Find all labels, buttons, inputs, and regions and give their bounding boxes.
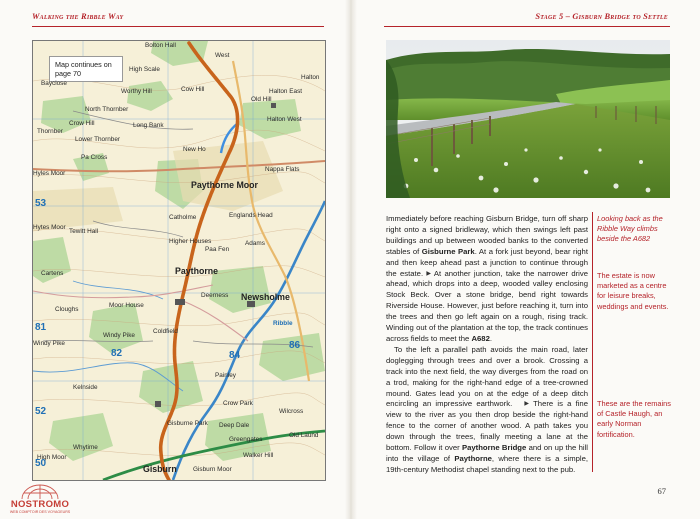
map-label: West — [215, 52, 230, 59]
header-rule-right — [384, 26, 670, 27]
page-number: 67 — [657, 486, 666, 496]
map-label: Wilcross — [279, 408, 304, 415]
map-label: Pa Cross — [81, 154, 108, 161]
text-run: At another junction, take the narrower drive ahead, which drops into a deep, wooded valley enclosing Stock Beck. Over a stone bridge, bend right towards Riverside House. However, just before reaching it, turn into the trees and then go left again on a rough, rising track. Winding out of the plantation at the top, the track continues across fields to meet the — [386, 268, 588, 343]
map-label: Catholme — [169, 214, 197, 221]
map-label: Worthy Hill — [121, 88, 152, 95]
map-grid-number: 84 — [229, 350, 241, 361]
nostromo-watermark — [4, 482, 76, 516]
map-label: High Scale — [129, 66, 160, 73]
text-run: . — [489, 333, 492, 343]
route-map — [32, 40, 326, 481]
header-rule-left — [32, 26, 324, 27]
map-label: North Thornber — [85, 106, 129, 113]
direction-arrow-icon: ▶ — [524, 401, 530, 408]
map-label: Adams — [245, 240, 265, 247]
map-label: New Ho — [183, 146, 206, 153]
book-gutter — [345, 0, 357, 519]
map-label: Hyles Moor — [33, 170, 66, 177]
map-label: Walker Hill — [243, 452, 274, 459]
map-label: Halton East — [269, 88, 303, 95]
map-grid-number: 82 — [111, 348, 123, 359]
map-label: Cow Hill — [181, 86, 205, 93]
map-label: Halton West — [267, 116, 302, 123]
map-label-major: Newsholme — [241, 292, 290, 302]
text-run: There is a fine view to the river as you then drop beside the right-hand fence to the corner of another wood. A path takes you down through the trees, finally meeting a lane at the bottom. Follow it over — [386, 399, 588, 453]
margin-note: The estate is now marketed as a centre for leisure breaks, weddings and events. — [597, 271, 669, 311]
map-grid-number: 52 — [35, 406, 47, 417]
margin-note: These are the remains of Castle Haugh, an early Norman fortification. — [597, 399, 671, 439]
map-label: Bolton Hall — [145, 42, 176, 49]
map-label: Old Hill — [251, 96, 272, 103]
text-run: , where there is a simple, 19th-century Methodist chapel standing next to the pub. — [386, 453, 588, 474]
landscape-photo — [386, 40, 670, 198]
map-label: Cloughs — [55, 306, 79, 313]
map-label: High Moor — [37, 454, 67, 461]
map-label-major: Paythorne Moor — [191, 180, 258, 190]
map-label: Thornber — [37, 128, 63, 135]
body-text — [386, 214, 588, 476]
map-label: Gisburn Moor — [193, 466, 232, 473]
text-run: To the left a parallel path avoids the main road, later doglegging through trees and over a brook. Crossing a track into the next field, the way diverges from the road on a trod, making for the right-hand edge of a tree-crowned mound. Gates lead you on at the edge of a deep ditch encircling an impressive earthwork. — [386, 344, 588, 409]
map-label: Higher Houses — [169, 238, 212, 245]
map-label: Tewitt Hall — [69, 228, 99, 235]
map-grid-number: 53 — [35, 198, 47, 209]
map-callout: Map continues on page 70 — [49, 56, 123, 82]
map-label: Kelnside — [73, 384, 98, 391]
map-label: Deep Dale — [219, 422, 250, 429]
map-grid-number: 50 — [35, 458, 47, 469]
bold-place-name: Gisburne Park — [421, 246, 475, 256]
map-label: Greengates — [229, 436, 263, 443]
map-label: Coldfield — [153, 328, 178, 335]
map-label: Paa Fen — [205, 246, 230, 253]
map-label: Lower Thornber — [75, 136, 120, 143]
map-grid-number: 86 — [289, 340, 301, 351]
photo-caption: Looking back as the Ribble Way climbs beside the A682 — [597, 214, 663, 244]
map-label-major: Paythorne — [175, 266, 219, 276]
direction-arrow-icon: ▶ — [426, 270, 432, 277]
text-run: Immediately before reaching Gisburn Bridge, turn off sharp right onto a signed bridleway, which then swings left past buildings and up between wooded banks to the converted stables of — [386, 214, 588, 256]
map-label: Englands Head — [229, 212, 273, 219]
watermark-title: NOSTROMO — [10, 499, 70, 510]
margin-rule — [592, 212, 593, 472]
bold-road-name: A682 — [471, 333, 490, 343]
map-label: Crow Park — [223, 400, 253, 407]
map-label: Moor House — [109, 302, 144, 309]
map-label: Bayclose — [41, 80, 67, 87]
text-run: . At a fork just beyond, bear right and then keep ahead past a junction to continue through the estate. — [386, 246, 588, 278]
map-label: Windy Pike — [33, 340, 65, 347]
map-label: Nappa Flats — [265, 166, 300, 173]
bold-place-name: Paythorne — [454, 453, 492, 463]
map-label: Crow Hill — [69, 120, 95, 127]
map-label: Windy Pike — [103, 332, 135, 339]
bold-place-name: Paythorne Bridge — [462, 443, 527, 453]
map-label: Cartens — [41, 270, 64, 277]
paragraph-1 — [386, 214, 588, 345]
map-label-river: Ribble — [273, 320, 293, 327]
map-grid-number: 81 — [35, 322, 47, 333]
running-header-right: Stage 5 – Gisburn Bridge to Settle — [535, 12, 668, 21]
paragraph-2 — [386, 345, 588, 476]
map-label: Whytime — [73, 444, 98, 451]
map-label: Gisburne Park — [167, 420, 208, 427]
map-label: Long Bank — [133, 122, 164, 129]
map-label: Old Laund — [289, 432, 319, 439]
map-label: Deerness — [201, 292, 229, 299]
map-label: Painley — [215, 372, 236, 379]
watermark-subtitle: WEB COMPTOIR DES VOYAGEURS — [9, 510, 71, 514]
photo-graphic — [386, 40, 670, 198]
map-label-major: Gisburn — [143, 464, 177, 474]
map-label: Halton — [301, 74, 320, 81]
running-header-left: Walking the Ribble Way — [32, 12, 124, 21]
text-run: and on up the hill into the village of — [386, 443, 588, 463]
map-label: Hytes Moor — [33, 224, 66, 231]
